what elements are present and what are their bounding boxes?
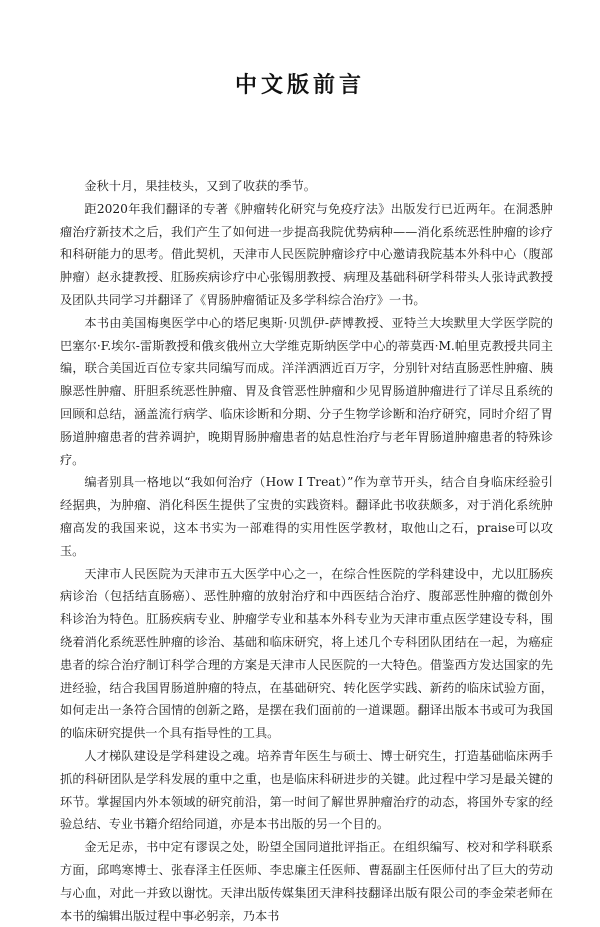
paragraph: 编者别具一格地以“我如何治疗（How I Treat）”作为章节开头，结合自身临床经验引经据典，为肿瘤、消化科医生提供了宝贵的实践资料。翻译此书收获颇多，对于消化系统肿瘤高发的我国来说，这本书实为一部难得的实用性医学教材，取他山之石，praise可以攻玉。: [60, 475, 553, 558]
paragraph: 人才梯队建设是学科建设之魂。培养青年医生与硕士、博士研究生，打造基础临床两手抓的科研团队是学科发展的重中之重，也是临床科研进步的关键。此过程中学习是最关键的环节。掌握国内外本领域的研究前沿，第一时间了解世界肿瘤治疗的动态，将国外专家的经验总结、专业书籍介绍给同道，亦是本书出版的另一个目的。: [60, 748, 553, 832]
paragraph: 金无足赤，书中定有谬误之处，盼望全国同道批评指正。在组织编写、校对和学科联系方面，邱鸣寒博士、张春泽主任医师、李忠廉主任医师、曹磊副主任医师付出了巨大的劳动与心血，对此一并致以谢忱。天津出版传媒集团天津科技翻译出版有限公司的李金荣老师在本书的编辑出版过程中事必躬亲，乃本书: [60, 840, 553, 923]
paragraph: 金秋十月，果挂枝头，又到了收获的季节。: [84, 179, 316, 193]
document-body: [60, 175, 553, 927]
paragraph: 距2020年我们翻译的专著《肿瘤转化研究与免疫疗法》出版发行已近两年。在洞悉肿瘤治疗新技术之后，我们产生了如何进一步提高我院优势病种——消化系统恶性肿瘤的诊疗和科研能力的思考。借此契机，天津市人民医院肿瘤诊疗中心邀请我院基本外科中心（腹部肿瘤）赵永捷教授、肛肠疾病诊疗中心张锡朋教授、病理及基础科研学科带头人张诗武教授及团队共同学习并翻译了《胃肠肿瘤循证及多学科综合治疗》一书。: [60, 201, 553, 307]
paragraph: 本书由美国梅奥医学中心的塔尼奥斯·贝凯伊-萨博教授、亚特兰大埃默里大学医学院的巴塞尔·F.埃尔-雷斯教授和俄亥俄州立大学维克斯纳医学中心的蒂莫西·M.帕里克教授共同主编，联合美国近百位专家共同编写而成。洋洋洒洒近百万字，分别针对结直肠恶性肿瘤、胰腺恶性肿瘤、肝胆系统恶性肿瘤、胃及食管恶性肿瘤和少见胃肠道肿瘤进行了详尽且系统的回顾和总结，涵盖流行病学、临床诊断和分期、分子生物学诊断和治疗研究，同时介绍了胃肠道肿瘤患者的营养调护，晚期胃肠肿瘤患者的姑息性治疗与老年胃肠道肿瘤患者的特殊诊疗。: [60, 315, 553, 467]
paragraph: 天津市人民医院为天津市五大医学中心之一，在综合性医院的学科建设中，尤以肛肠疾病诊治（包括结直肠癌）、恶性肿瘤的放射治疗和中西医结合治疗、腹部恶性肿瘤的微创外科诊治为特色。肛肠疾病专业、肿瘤学专业和基本外科专业为天津市重点医学建设专科，围绕着消化系统恶性肿瘤的诊治、基础和临床研究，将上述几个专科团队团结在一起，为癌症患者的综合治疗制订科学合理的方案是天津市人民医院的一大特色。借鉴西方发达国家的先进经验，结合我国胃肠道肿瘤的特点，在基础研究、转化医学实践、新药的临床试验方面，如何走出一条符合国情的创新之路，是摆在我们面前的一道课题。翻译出版本书或可为我国的临床研究提供一个具有指导性的工具。: [60, 566, 553, 741]
page-title: 中文版前言: [234, 73, 365, 98]
